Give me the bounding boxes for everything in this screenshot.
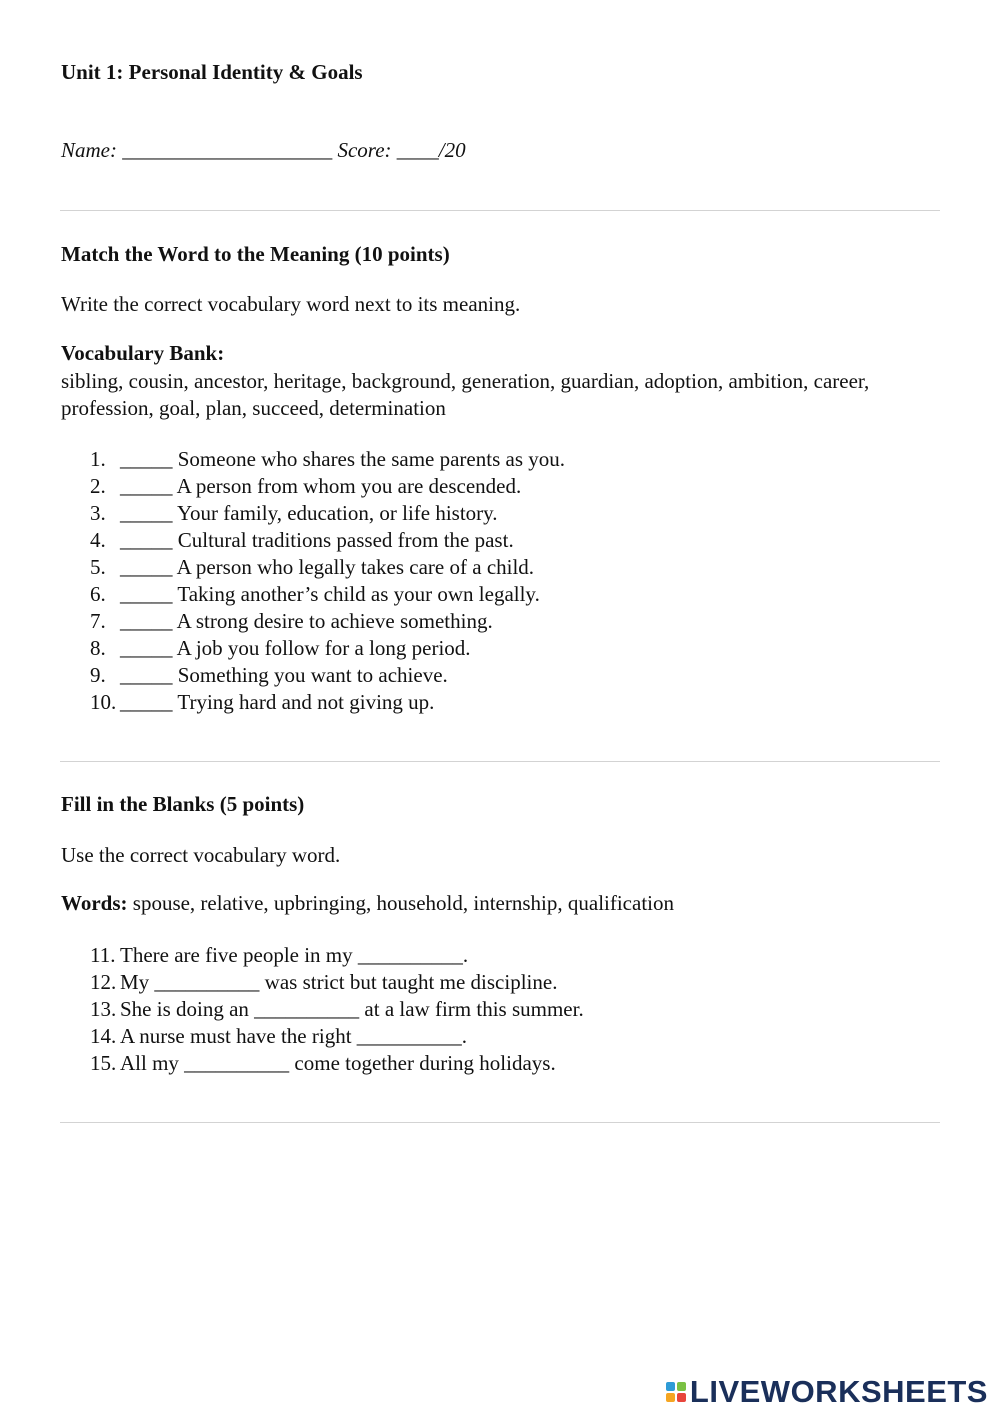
divider bbox=[60, 761, 940, 762]
item-text: There are five people in my __________. bbox=[120, 943, 469, 967]
divider bbox=[60, 210, 940, 211]
words-list: spouse, relative, upbringing, household, internship, qualification bbox=[132, 891, 674, 915]
list-item: 10. _____ Trying hard and not giving up. bbox=[90, 690, 435, 714]
section2-heading: Fill in the Blanks (5 points) bbox=[61, 792, 305, 816]
fill-blanks-list bbox=[90, 942, 584, 1077]
list-item: 11. There are five people in my __________. bbox=[90, 943, 469, 967]
item-text: _____ A job you follow for a long period. bbox=[120, 636, 471, 660]
logo-icon bbox=[666, 1382, 686, 1402]
item-text: _____ Cultural traditions passed from the past. bbox=[120, 528, 514, 552]
logo-text: LIVEWORKSHEETS bbox=[689, 1374, 988, 1409]
section1-instruction: Write the correct vocabulary word next to its meaning. bbox=[61, 292, 521, 316]
list-item: 3. _____ Your family, education, or life history. bbox=[90, 501, 498, 525]
list-item: 8. _____ A job you follow for a long period. bbox=[90, 636, 471, 660]
list-item: 14. A nurse must have the right __________. bbox=[90, 1024, 468, 1048]
item-text: _____ A strong desire to achieve something. bbox=[120, 609, 493, 633]
vocabulary-bank-label: Vocabulary Bank: bbox=[61, 341, 225, 365]
item-text: _____ A person who legally takes care of a child. bbox=[120, 555, 535, 579]
list-item: 12. My __________ was strict but taught me discipline. bbox=[90, 970, 558, 994]
item-text: _____ Trying hard and not giving up. bbox=[120, 690, 435, 714]
list-item: 1. _____ Someone who shares the same parents as you. bbox=[90, 447, 565, 471]
list-item: 4. _____ Cultural traditions passed from the past. bbox=[90, 528, 514, 552]
liveworksheets-logo bbox=[666, 1375, 988, 1409]
list-item: 5. _____ A person who legally takes care of a child. bbox=[90, 555, 535, 579]
divider bbox=[60, 1122, 940, 1123]
item-text: _____ Your family, education, or life history. bbox=[120, 501, 498, 525]
item-text: _____ Taking another’s child as your own legally. bbox=[120, 582, 540, 606]
section2-instruction: Use the correct vocabulary word. bbox=[61, 843, 341, 867]
section1-heading: Match the Word to the Meaning (10 points) bbox=[61, 242, 450, 266]
list-item: 2. _____ A person from whom you are descended. bbox=[90, 474, 522, 498]
list-item: 13. She is doing an __________ at a law firm this summer. bbox=[90, 997, 584, 1021]
list-item: 7. _____ A strong desire to achieve something. bbox=[90, 609, 493, 633]
words-line bbox=[61, 891, 674, 916]
worksheet-title: Unit 1: Personal Identity & Goals bbox=[61, 60, 363, 84]
list-item: 15. All my __________ come together during holidays. bbox=[90, 1051, 556, 1075]
item-text: My __________ was strict but taught me discipline. bbox=[120, 970, 558, 994]
item-text: _____ A person from whom you are descended. bbox=[120, 474, 522, 498]
matching-list bbox=[90, 446, 565, 716]
item-text: All my __________ come together during holidays. bbox=[120, 1051, 556, 1075]
item-text: She is doing an __________ at a law firm this summer. bbox=[120, 997, 584, 1021]
item-text: _____ Someone who shares the same parents as you. bbox=[120, 447, 565, 471]
item-text: A nurse must have the right __________. bbox=[120, 1024, 468, 1048]
words-label: Words: bbox=[61, 891, 128, 915]
list-item: 6. _____ Taking another’s child as your own legally. bbox=[90, 582, 540, 606]
item-text: _____ Something you want to achieve. bbox=[120, 663, 448, 687]
vocabulary-bank-words: sibling, cousin, ancestor, heritage, background, generation, guardian, adoption, ambition, career, profession, goal, plan, succeed, determination bbox=[61, 369, 870, 420]
list-item: 9. _____ Something you want to achieve. bbox=[90, 663, 448, 687]
name-score-line: Name: ____________________ Score: ____/20 bbox=[61, 138, 466, 162]
